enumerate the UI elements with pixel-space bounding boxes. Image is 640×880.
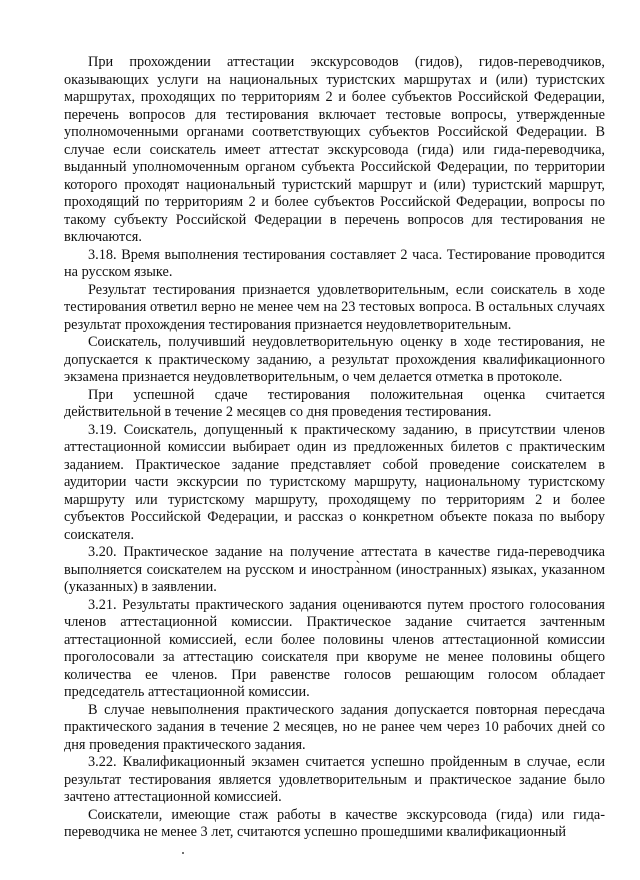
paragraph-3-21: 3.21. Результаты практического задания оцениваются путем простого голосования членов аттестационной комиссии. Практическое задание считается зачтенным аттестационной комиссией, если более половины членов аттестационной комиссии проголосовали за аттестацию соискателя при кворуме не менее половины общего количества ее членов. При равенстве голосов решающим голосом обладает председатель аттестационной комиссии. (64, 596, 605, 700)
paragraph-3-20: 3.20. Практическое задание на получение аттестата в качестве гида-переводчика выполняется соискателем на русском и иностра̀нном (иностранных) языках, указанном (указанных) в заявлении. (64, 544, 605, 595)
paragraph-unsatisfactory: Соискатель, получивший неудовлетворительную оценку в ходе тестирования, не допускается к практическому заданию, а результат прохождения квалификационного экзамена признается неудовлетворительным, о чем делается отметка в протоколе. (64, 334, 605, 385)
paragraph-attestation-questions: При прохождении аттестации экскурсоводов (гидов), гидов-переводчиков, оказывающих услуги на национальных туристских маршрутах и (или) туристских маршрутах, проходящих по территориям 2 и более субъектов Российской Федерации, перечень вопросов для тестирования включает тестовые вопросы, утвержденные уполномоченными органами соответствующих субъектов Российской Федерации. В случае если соискатель имеет аттестат экскурсовода (гида) или гида-переводчика, выданный уполномоченным органом субъекта Российской Федерации, по территории которого проходят национальный туристский маршрут и (или) туристский маршрут, проходящий по территориям 2 и более субъектов Российской Федерации, вопросы по такому субъекту Российской Федерации в перечень вопросов для тестирования не включаются. (64, 54, 605, 245)
paragraph-3-18: 3.18. Время выполнения тестирования составляет 2 часа. Тестирование проводится на русском языке. (64, 246, 605, 280)
paragraph-3-19: 3.19. Соискатель, допущенный к практическому заданию, в присутствии членов аттестационной комиссии выбирает один из предложенных билетов с практическим заданием. Практическое задание представляет собой проведение соискателем в аудитории части экскурсии по туристскому маршруту, национальному туристскому маршруту или туристскому маршруту, проходящему по территориям 2 и более субъектов Российской Федерации, и рассказ о конкретном объекте показа по выбору соискателя. (64, 421, 605, 543)
paragraph-validity: При успешной сдаче тестирования положительная оценка считается действительной в течение 2 месяцев со дня проведения тестирования. (64, 386, 605, 420)
scan-dot (182, 852, 184, 854)
paragraph-retake: В случае невыполнения практического задания допускается повторная пересдача практического задания в течение 2 месяцев, но не ранее чем через 10 рабочих дней со дня проведения практического задания. (64, 701, 605, 753)
paragraph-experience: Соискатели, имеющие стаж работы в качестве экскурсовода (гида) или гида-переводчика не менее 3 лет, считаются успешно прошедшими квалификационный (64, 806, 605, 840)
paragraph-3-22: 3.22. Квалификационный экзамен считается успешно пройденным в случае, если результат тестирования является удовлетворительным и практическое задание было зачтено аттестационной комиссией. (64, 754, 605, 805)
paragraph-test-result: Результат тестирования признается удовлетворительным, если соискатель в ходе тестирования ответил верно не менее чем на 23 тестовых вопроса. В остальных случаях результат прохождения тестирования признается неудовлетворительным. (64, 281, 605, 333)
